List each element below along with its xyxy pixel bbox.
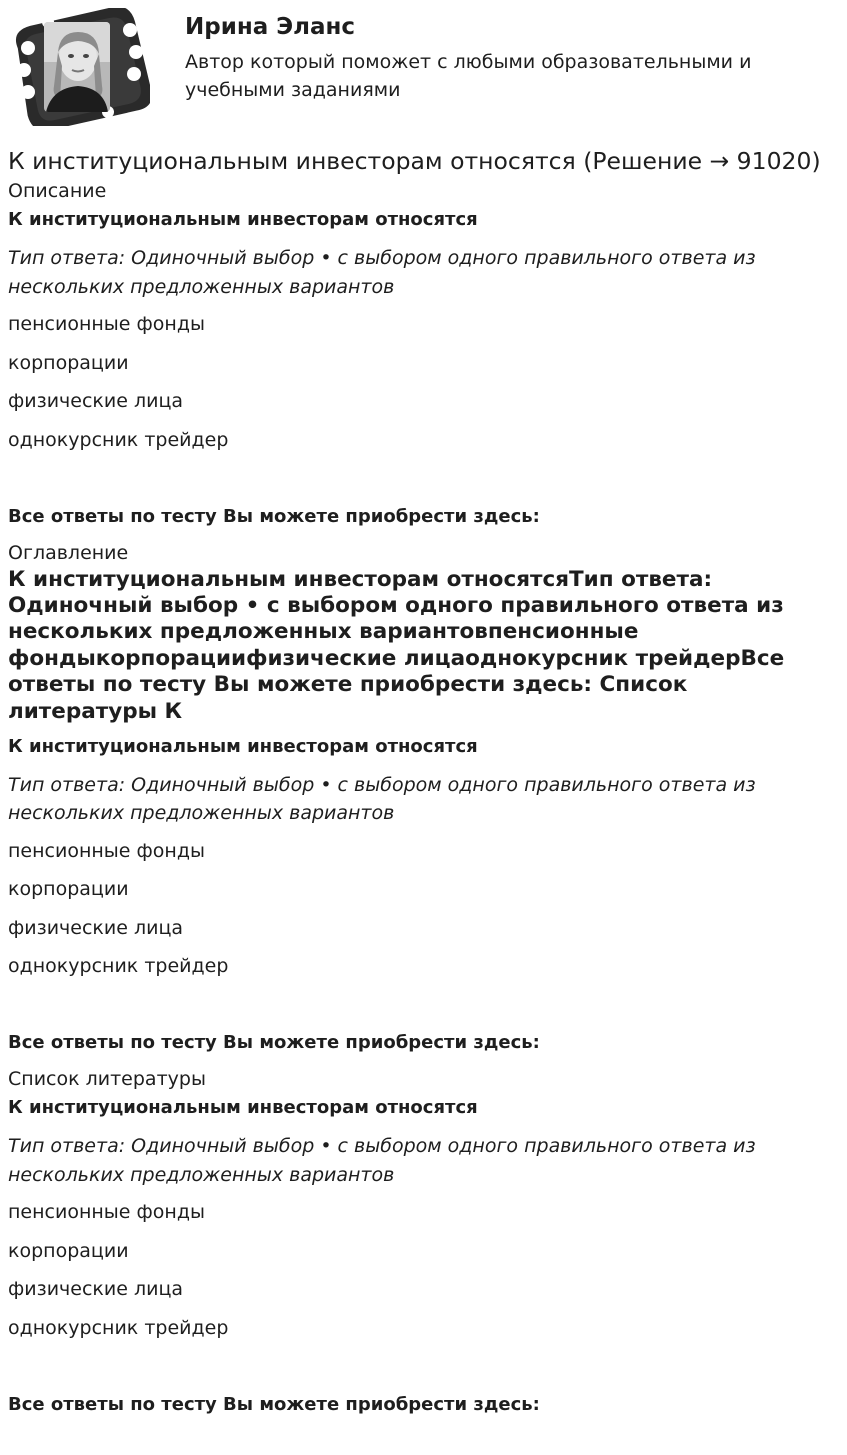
answer-option: физические лица xyxy=(8,1278,184,1301)
contents-label: Оглавление xyxy=(8,541,129,564)
buy-answers-text: Все ответы по тесту Вы можете приобрести здесь: xyxy=(8,505,540,527)
literature-label: Список литературы xyxy=(8,1068,206,1091)
author-info xyxy=(185,8,785,104)
question-title: К институциональным инвесторам относятся xyxy=(8,1097,478,1119)
answer-type: Тип ответа: Одиночный выбор • с выбором одного правильного ответа из нескольких предложенных вариантов xyxy=(8,1135,756,1186)
buy-answers-text: Все ответы по тесту Вы можете приобрести здесь: xyxy=(8,1393,540,1415)
author-description: Автор который поможет с любыми образовательными и учебными заданиями xyxy=(185,51,752,101)
answer-type: Тип ответа: Одиночный выбор • с выбором одного правильного ответа из нескольких предложенных вариантов xyxy=(8,773,756,825)
answer-option: однокурсник трейдер xyxy=(8,955,229,978)
answer-option: однокурсник трейдер xyxy=(8,428,229,451)
buy-answers-text: Все ответы по тесту Вы можете приобрести здесь: xyxy=(8,1032,540,1054)
answer-option: корпорации xyxy=(8,878,129,901)
page-title: К институциональным инвесторам относятся (Решение → 91020) xyxy=(8,147,821,175)
answer-option: корпорации xyxy=(8,351,129,374)
author-name[interactable]: Ирина Эланс xyxy=(185,14,356,40)
answer-type: Тип ответа: Одиночный выбор • с выбором одного правильного ответа из нескольких предложенных вариантов xyxy=(8,247,756,298)
answer-option: пенсионные фонды xyxy=(8,839,205,862)
author-avatar[interactable] xyxy=(8,8,150,126)
description-label: Описание xyxy=(8,180,107,202)
author-block xyxy=(8,0,839,126)
contents-heading: К институциональным инвесторам относятсяТип ответа: Одиночный выбор • с выбором одного правильного ответа из нескольких предложенных вариантовпенсионные фондыкорпорациифизические лицаоднокурсник трейдерВсе ответы по тесту Вы можете приобрести здесь: Список литературы К xyxy=(8,566,785,724)
answer-option: пенсионные фонды xyxy=(8,1201,205,1224)
answer-option: однокурсник трейдер xyxy=(8,1316,229,1339)
question-title: К институциональным инвесторам относятся xyxy=(8,735,478,757)
answer-option: корпорации xyxy=(8,1239,129,1262)
answer-option: пенсионные фонды xyxy=(8,313,205,335)
answer-option: физические лица xyxy=(8,916,184,939)
answer-option: физические лица xyxy=(8,390,184,412)
film-frame-avatar-icon xyxy=(8,8,150,126)
question-title: К институциональным инвесторам относятся xyxy=(8,209,478,230)
